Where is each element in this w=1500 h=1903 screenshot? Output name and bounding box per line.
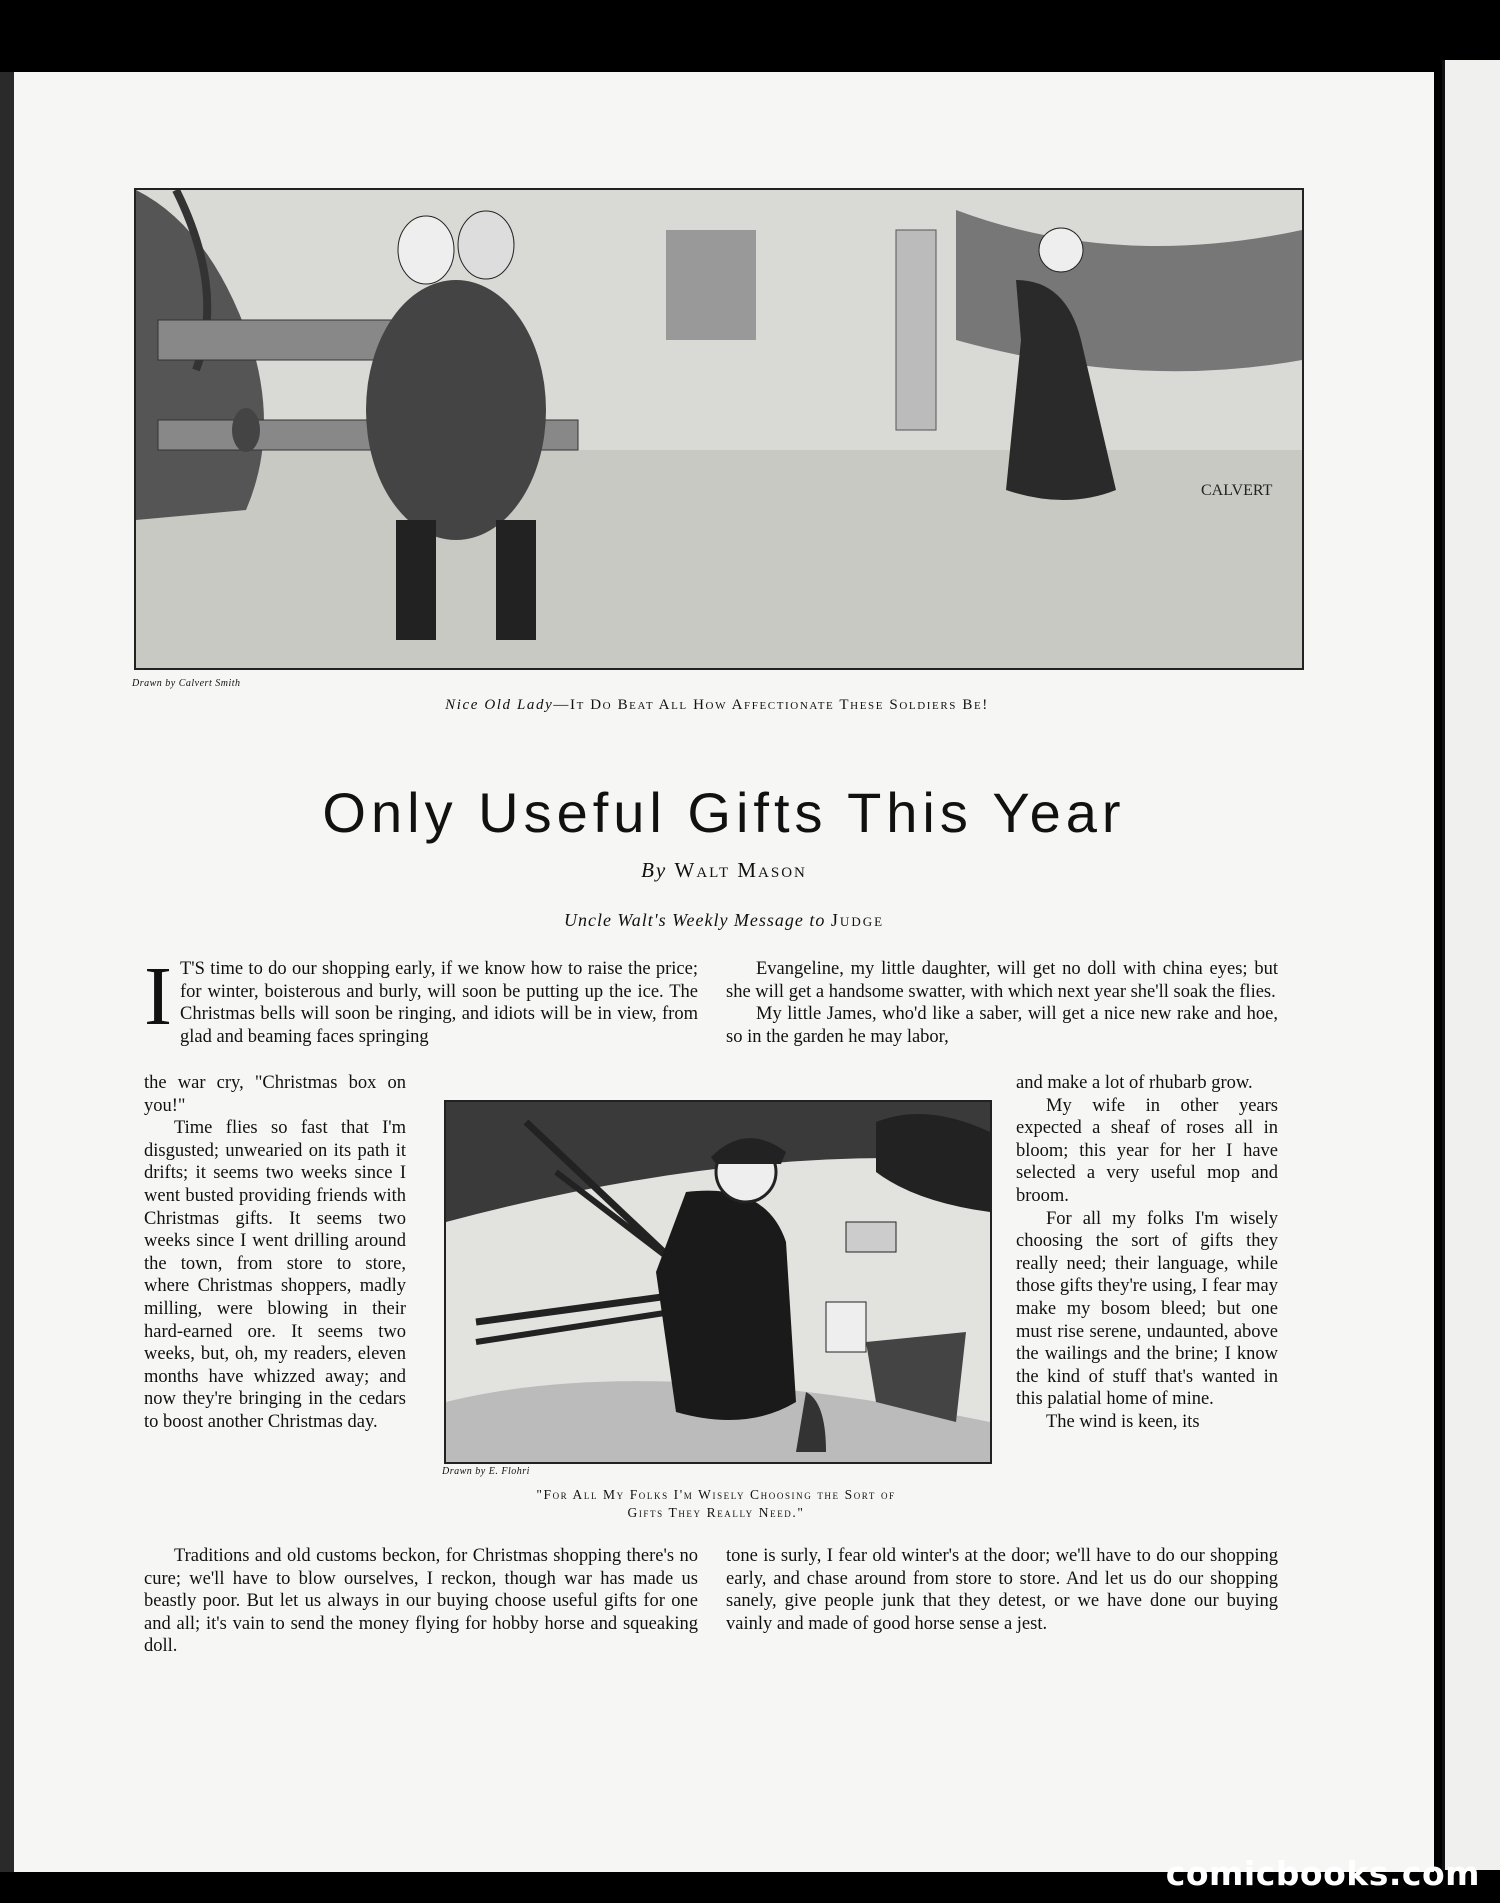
inset-caption-line-1: "For All My Folks I'm Wisely Choosing the Sort of xyxy=(536,1487,896,1502)
site-watermark: comicbooks.com xyxy=(1165,1854,1480,1893)
top-illustration-credit: Drawn by Calvert Smith xyxy=(132,678,241,689)
paragraph-1-lead: I T'S time to do our shopping early, if we know how to raise the price; for winter, boisterous and burly, will soon be putting up the ice. The Christmas bells will soon be ringing, and idiots will be in view, from glad and beaming faces springing xyxy=(144,950,698,1047)
byline xyxy=(14,858,1434,883)
paragraph-4: Evangeline, my little daughter, will get no doll with china eyes; but she will get a handsome swatter, with which next year she'll soak the flies. xyxy=(726,959,1278,1002)
left-column-top xyxy=(144,950,698,1048)
subtitle-target: Judge xyxy=(830,910,885,930)
paragraph-7: For all my folks I'm wisely choosing the sort of gifts they really need; their language, while those gifts they're using, I fear may make my bosom bleed; but one must rise serene, undaunted, above the wailings and the brine; I know the kind of stuff that's wanted in this palatial home of mine. xyxy=(1016,1208,1278,1410)
right-column-bottom xyxy=(726,1545,1278,1635)
svg-text:CALVERT: CALVERT xyxy=(1201,482,1273,499)
byline-by: By xyxy=(641,858,668,882)
paragraph-5-cont: and make a lot of rhubarb grow. xyxy=(1016,1073,1253,1093)
right-column-narrow xyxy=(1016,1072,1278,1434)
paragraph-6: My wife in other years expected a sheaf of roses all in bloom; this year for her I have selected a very useful mop and broom. xyxy=(1016,1095,1278,1206)
top-illustration-caption xyxy=(134,696,1300,716)
paragraph-3: Traditions and old customs beckon, for Christmas shopping there's no cure; we'll have to blow ourselves, I reckon, though war has made us beastly poor. But let us always in our buying choose useful gifts for one and all; it's vain to send the money flying for hobby horse and squeaking doll. xyxy=(144,1546,698,1657)
paragraph-5-lead: My little James, who'd like a saber, will get a nice new rake and hoe, so in the garden he may labor, xyxy=(726,1004,1278,1047)
subtitle xyxy=(14,910,1434,931)
inset-illustration-credit: Drawn by E. Flohri xyxy=(442,1466,530,1477)
article-title: Only Useful Gifts This Year xyxy=(322,781,1126,844)
paragraph-2: Time flies so fast that I'm disgusted; unwearied on its path it drifts; it seems two weeks since I went busted providing friends with Christmas gifts. It seems two weeks since I went drilling around the town, from store to store, where Christmas shoppers, madly milling, were blowing in their hard-earned ore. It seems two weeks, but, oh, my readers, eleven months have whizzed away; and now they're bringing in the cedars to boost another Christmas day. xyxy=(144,1118,406,1432)
byline-author: Walt Mason xyxy=(674,858,807,882)
next-page-edge xyxy=(1442,60,1500,1870)
subtitle-text: Uncle Walt's Weekly Message to xyxy=(563,910,826,930)
caption-text: —It Do Beat All How Affectionate These Soldiers Be! xyxy=(553,697,989,713)
shopper-illustration xyxy=(444,1100,992,1464)
left-column-narrow xyxy=(144,1072,406,1434)
right-column-top xyxy=(726,958,1278,1048)
paragraph-8-lead: The wind is keen, its xyxy=(1046,1411,1200,1432)
left-page-edge xyxy=(0,72,14,1872)
left-column-bottom xyxy=(144,1545,698,1658)
paragraph-8-cont: tone is surly, I fear old winter's at the door; we'll have to do our shopping early, and chase around from store to store. And let us do our shopping sanely, give people junk that they detest, or we have done our buying vainly and made of good horse sense a jest. xyxy=(726,1546,1278,1634)
inset-illustration-caption xyxy=(430,1486,1002,1521)
inset-caption-line-2: Gifts They Really Need." xyxy=(627,1504,805,1520)
caption-speaker: Nice Old Lady xyxy=(445,697,554,713)
paragraph-1-cont: the war cry, "Christmas box on you!" xyxy=(144,1073,406,1116)
park-bench-illustration xyxy=(134,188,1304,670)
drop-cap: I xyxy=(144,950,172,1043)
